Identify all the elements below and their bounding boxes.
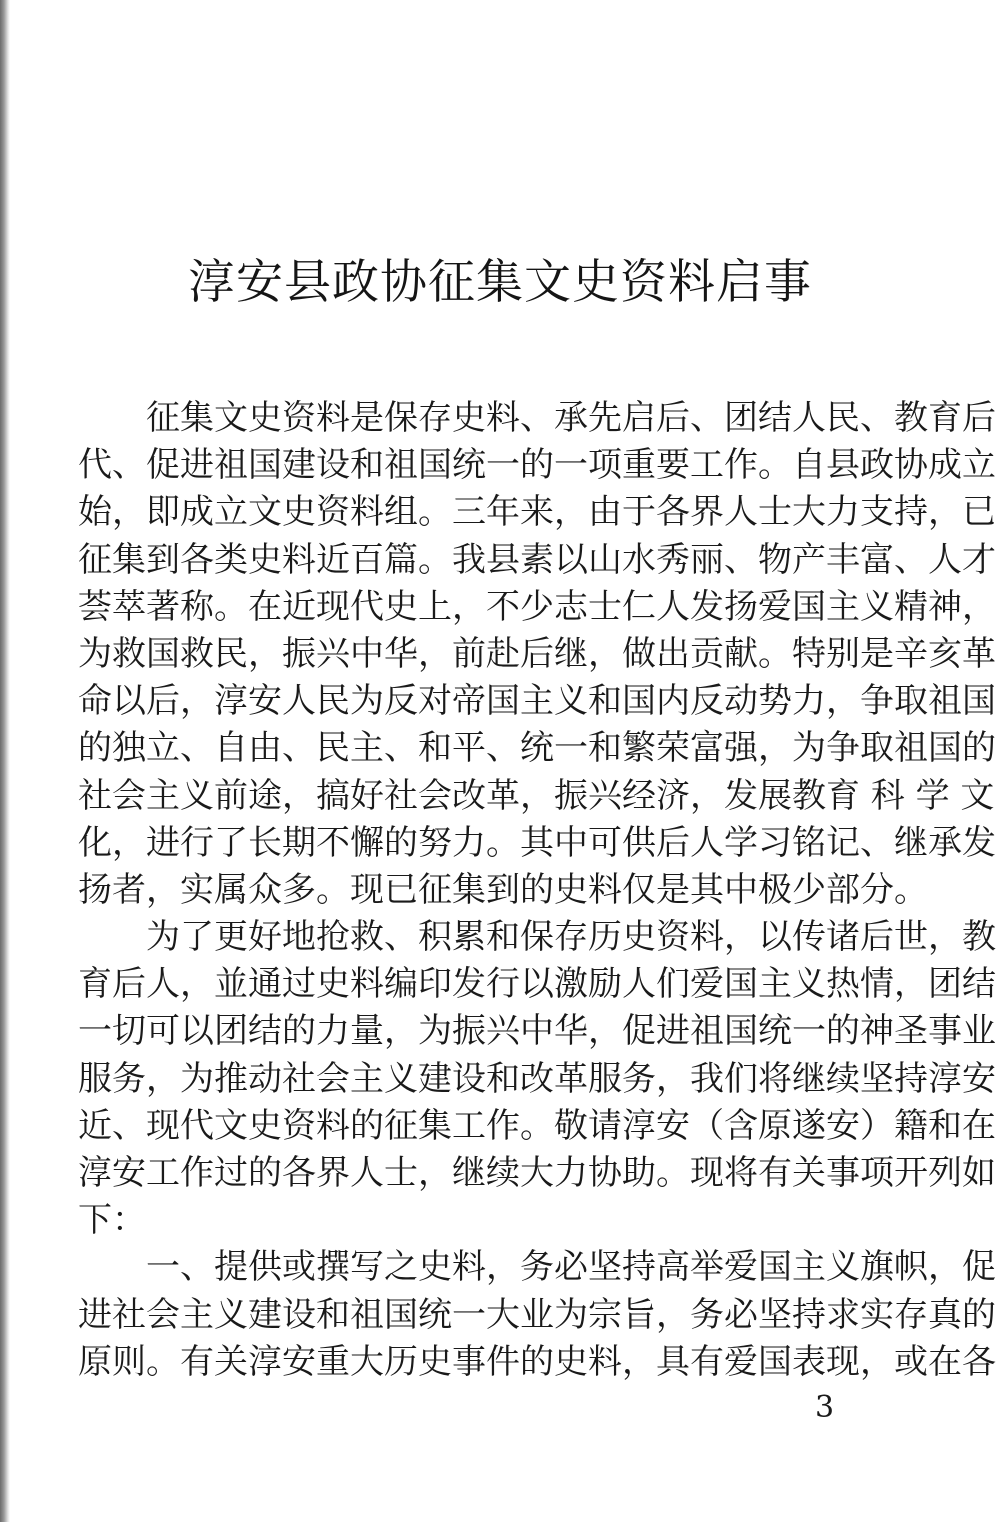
text-line: 化，进行了长期不懈的努力。其中可供后人学习铭记、继承发	[78, 822, 996, 863]
text-line: 征集到各类史料近百篇。我县素以山水秀丽、物产丰富、人才	[78, 539, 996, 580]
text-line: 服务，为推动社会主义建设和改革服务，我们将继续坚持淳安	[78, 1058, 996, 1099]
text-line: 下：	[78, 1200, 146, 1241]
text-line: 一、提供或撰写之史料，务必坚持高举爱国主义旗帜，促	[146, 1247, 996, 1288]
text-line: 征集文史资料是保存史料、承先启后、团结人民、教育后	[146, 398, 996, 438]
page-number: 3	[815, 1390, 835, 1425]
paragraph-2	[78, 914, 996, 1244]
text-line: 原则。有关淳安重大历史事件的史料，具有爱国表现，或在各	[78, 1341, 996, 1382]
text-line: 代、促进祖国建设和祖国统一的一项重要工作。自县政协成立	[78, 445, 996, 486]
text-line: 的独立、自由、民主、和平、统一和繁荣富强，为争取祖国的	[78, 728, 996, 769]
paragraph-3	[78, 1244, 996, 1386]
text-line: 始，即成立文史资料组。三年来，由于各界人士大力支持，已	[78, 492, 996, 533]
text-line: 命以后，淳安人民为反对帝国主义和国内反动势力，争取祖国	[78, 681, 996, 722]
body-text	[78, 395, 996, 1386]
text-line: 近、现代文史资料的征集工作。敬请淳安（含原遂安）籍和在	[78, 1105, 996, 1146]
paragraph-1	[78, 395, 996, 914]
page-edge-shadow	[0, 0, 10, 1522]
text-line: 一切可以团结的力量，为振兴中华，促进祖国统一的神圣事业	[78, 1011, 996, 1052]
text-line: 荟萃著称。在近现代史上，不少志士仁人发扬爱国主义精神，	[78, 586, 996, 627]
text-line: 扬者，实属众多。现已征集到的史料仅是其中极少部分。	[78, 869, 928, 910]
text-line: 淳安工作过的各界人士，继续大力协助。现将有关事项开列如	[78, 1153, 996, 1193]
text-line: 进社会主义建设和祖国统一大业为宗旨，务必坚持求实存真的	[78, 1294, 996, 1335]
text-line: 社会主义前途，搞好社会改革，振兴经济，发展教育 科 学 文	[78, 775, 995, 816]
text-line: 为救国救民，振兴中华，前赴后继，做出贡献。特别是辛亥革	[78, 633, 996, 674]
page-title: 淳安县政协征集文史资料启事	[188, 255, 812, 310]
text-line: 为了更好地抢救、积累和保存历史资料，以传诸后世，教	[146, 917, 996, 958]
text-line: 育后人，並通过史料编印发行以激励人们爱国主义热情，团结	[78, 964, 996, 1005]
